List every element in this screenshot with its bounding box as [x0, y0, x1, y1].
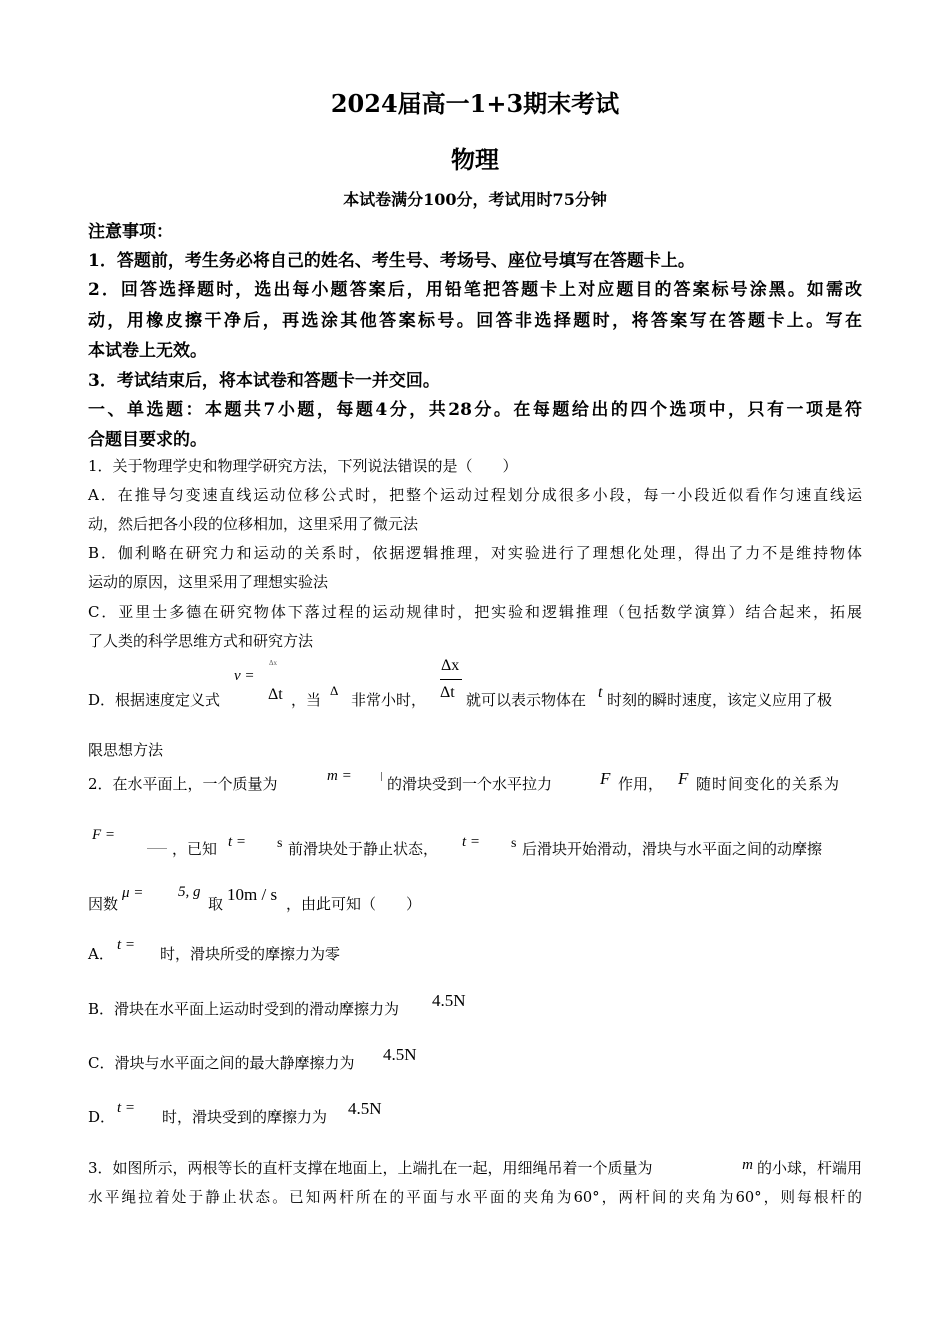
q2-line-1-d: 随时间变化的关系为	[696, 775, 841, 793]
q1-option-a-line-2: 动，然后把各小段的位移相加，这里采用了微元法	[88, 515, 419, 533]
q1-stem: 1．关于物理学史和物理学研究方法，下列说法错误的是（ ）	[88, 457, 518, 475]
q1-d-frac-numerator: Δx	[441, 657, 460, 674]
q1-d-comma: ，当	[291, 691, 322, 709]
q1-d-post-2: 时刻的瞬时速度，该定义应用了极	[607, 691, 833, 709]
q1-d-dt: Δt	[268, 686, 283, 703]
q2-F-symbol-1: F	[600, 769, 611, 788]
q3-m-symbol: m	[742, 1157, 753, 1173]
q2-option-a-prefix: A．	[88, 945, 114, 963]
q1-d-v-symbol: v =	[234, 668, 255, 684]
q2-s2-unit: s	[511, 836, 517, 851]
note-2-line-2: 动，用橡皮擦干净后，再选涂其他答案标号。回答非选择题时，将答案写在答题卡上。写在	[88, 311, 862, 331]
q2-option-c-value: 4.5N	[383, 1045, 417, 1064]
exam-info: 本试卷满分100分，考试用时75分钟	[343, 190, 607, 209]
q2-option-a-t: t =	[117, 937, 136, 953]
q2-line-2-c: 后滑块开始滑动，滑块与水平面之间的动摩擦	[522, 840, 823, 858]
q3-line-1-tail	[738, 1157, 862, 1178]
note-1: 1．答题前，考生务必将自己的姓名、考生号、考场号、座位号填写在答题卡上。	[88, 251, 695, 271]
section-heading-line-2: 合题目要求的。	[88, 430, 207, 450]
q2-m-value-placeholder	[381, 772, 382, 781]
q2-line-3-a: 因数	[88, 895, 119, 913]
q2-line-2-a: ，已知	[172, 840, 218, 858]
q1-option-b-line-2: 运动的原因，这里采用了理想实验法	[88, 573, 329, 591]
q2-option-c-text: C．滑块与水平面之间的最大静摩擦力为	[88, 1054, 355, 1072]
q2-t1-symbol: t =	[228, 834, 247, 850]
q2-option-d-t: t =	[117, 1100, 136, 1116]
q1-d-mid: 非常小时，	[351, 691, 427, 709]
q2-t2-symbol: t =	[462, 834, 481, 850]
q2-g-value: 10m / s	[227, 885, 278, 904]
q2-option-b-value: 4.5N	[432, 991, 466, 1010]
q1-option-b-line-1: B．伽利略在研究力和运动的关系时，依据逻辑推理，对实验进行了理想化处理，得出了力不是维持物体	[88, 544, 862, 562]
subject-title: 物理	[451, 145, 499, 174]
q2-option-d-prefix: D．	[88, 1108, 116, 1126]
q1-d-dx-partial: Δx	[269, 659, 278, 667]
q2-line-3-b: 取	[208, 895, 224, 913]
q2-s1-unit: s	[277, 836, 283, 851]
q2-option-d-value: 4.5N	[348, 1099, 382, 1118]
note-2-line-1: 2．回答选择题时，选出每小题答案后，用铅笔把答题卡上对应题目的答案标号涂黑。如需改	[88, 280, 862, 300]
q3-line-1-text: 3．如图所示，两根等长的直杆支撑在地面上，上端扎在一起，用细绳吊着一个质量为	[88, 1159, 653, 1177]
q1-d-t-symbol: t	[598, 684, 603, 701]
q2-line-3-c: ，由此可知（ ）	[286, 895, 422, 913]
q2-m-symbol: m =	[327, 768, 352, 784]
q2-line-1-b: 的滑块受到一个水平拉力	[387, 775, 553, 793]
notes-heading: 注意事项：	[88, 222, 173, 242]
q1-d-fraction-bar	[440, 679, 462, 680]
q3-line-2: 水平绳拉着处于静止状态。已知两杆所在的平面与水平面的夹角为60°，两杆间的夹角为60°，则每根杆的	[88, 1189, 862, 1206]
q3-line-1	[88, 1157, 862, 1178]
q2-F-symbol-2: F	[678, 769, 689, 788]
q1-d-delta: Δ	[330, 683, 339, 698]
q1-d-frac-denominator: Δt	[440, 684, 455, 701]
q1-option-d-prefix: D．根据速度定义式	[88, 691, 221, 709]
q1-option-a-line-1: A．在推导匀变速直线运动位移公式时，把整个运动过程划分成很多小段，每一小段近似看作匀速直线运	[88, 486, 862, 504]
q2-mu-symbol: μ =	[122, 885, 144, 901]
note-2-line-3: 本试卷上无效。	[88, 341, 207, 361]
note-3: 3．考试结束后，将本试卷和答题卡一并交回。	[88, 371, 440, 391]
q1-d-post-1: 就可以表示物体在	[466, 691, 587, 709]
q1-option-d-line-2: 限思想方法	[88, 741, 164, 759]
q2-line-2-b: 前滑块处于静止状态，	[288, 840, 439, 858]
q1-option-c-line-2: 了人类的科学思维方式和研究方法	[88, 632, 314, 650]
q2-F-expression-placeholder	[147, 848, 167, 849]
q2-option-d-text: 时，滑块受到的摩擦力为	[162, 1108, 328, 1126]
q2-option-b-text: B．滑块在水平面上运动时受到的滑动摩擦力为	[88, 1000, 400, 1018]
section-heading-line-1: 一、单选题：本题共7小题，每题4分，共28分。在每题给出的四个选项中，只有一项是符	[88, 400, 862, 420]
q3-line-1-end: 的小球，杆端用	[756, 1159, 862, 1177]
q1-option-c-line-1: C．亚里士多德在研究物体下落过程的运动规律时，把实验和逻辑推理（包括数学演算）结合起来，拓展	[88, 603, 862, 621]
q2-mu-value: 5, g	[178, 884, 201, 900]
q2-option-a-text: 时，滑块所受的摩擦力为零	[160, 945, 341, 963]
q2-F-equation: F =	[92, 827, 116, 843]
exam-title: 2024届高一1+3期末考试	[330, 89, 620, 118]
q2-line-1-c: 作用，	[618, 775, 664, 793]
q2-line-1-a: 2．在水平面上，一个质量为	[88, 775, 278, 793]
